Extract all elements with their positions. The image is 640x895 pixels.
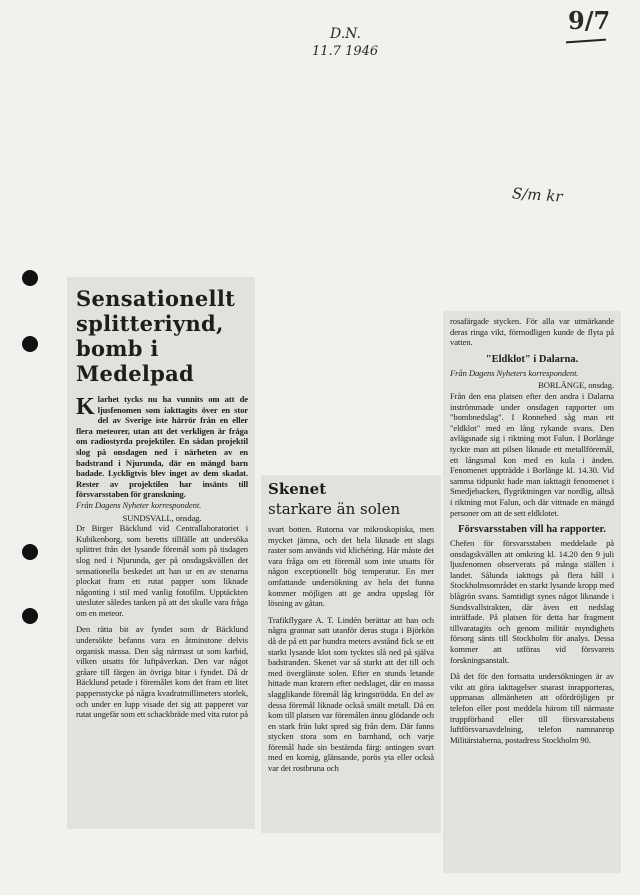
headline-line: Sensationellt	[76, 286, 236, 311]
body-paragraph: svart botten. Rutorna var mikroskopiska, men mycket jämna, och det hela liknade ett slags raster som används vid klichéring. Här måste det vara fråga om ett föremål som inte utsatts för någon exceptionellt hög temperatur. En mer omfattande undersökning av hela det funna kommer möjligen att ge andra uppslag för lösning av gåtan.	[268, 524, 434, 609]
body-paragraph	[76, 513, 248, 619]
handwritten-stamp: D.N.	[330, 26, 361, 42]
section-heading: "Eldklot" i Dalarna.	[485, 353, 579, 365]
body-paragraph: Den rätta bit av fyndet som dr Bäcklund undersökte befanns vara en åtminstone delvis organisk massa. Den såg närmast ut som karbid, vilken utsatts för luftpåverkan. Den var något gråare till färgen än övriga bitar i fyndet. Då dr Bäcklund petade i föremålet kom det fram ett litet pappersstycke på några kvadratmillimeters storlek, och under en lupp visade det sig att papperet var rutat ungefär som ett schackbräde med vita rutor på	[76, 624, 248, 720]
headline-line: splitteriynd,	[76, 311, 224, 336]
clipping-column-1	[68, 278, 254, 828]
dateline: BORLÄNGE, onsdag.	[538, 380, 614, 391]
clipping-column-3	[444, 312, 620, 872]
body-paragraph	[450, 380, 614, 518]
section-heading: Försvarsstaben vill ha rapporter.	[458, 524, 606, 536]
lead-text: larhet tycks nu ha vunnits om att de ljusfenomen som iakttagits över en stor del av Sverige iste härrör från en eller flera meteorer, utan att det verkligen är fråga om radiostyrda projektiler. En sådan projektil slog på onsdagen ned i närheten av en badstrand i Njurunda, där en mängd barn badade. Lyckligtvis blev inget av dem skadat. Rester av projektilen har insänts till försvarsstaben för granskning.	[76, 394, 248, 500]
punch-hole	[22, 544, 38, 560]
drop-cap: K	[76, 394, 95, 420]
handwritten-page-ref: 9/7	[568, 6, 611, 35]
headline-line: bomb i Medelpad	[76, 336, 195, 386]
sub-headline-2: starkare än solen	[268, 500, 401, 518]
byline: Från Dagens Nyheter korrespondent.	[76, 499, 202, 510]
body-paragraph: Trafikflygare A. T. Lindén berättar att han och några grannar satt utanför deras stuga i Björkön då de på ett par hundra meters avstånd fick se ett starkt lysande klot som tycktes slå ned på själva badstranden. Skenet var så starkt att det till och med överglänste solen. Efter en stunds letande hittade man kratern efter nedslaget, där en massa slagglikande föremål låg kringströdda. En del av dessa föremål liknade också smält metall. Då en kom till platsen var föremålen ännu glödande och en stark frän lukt spred sig från dem. Där fanns stycken stora som en barnhand, och varje föremål hade sin bestämda färg: antingen svart med en kornig, glänsande, porös yta eller också var det rostbruna och	[268, 614, 434, 774]
punch-hole	[22, 608, 38, 624]
body-paragraph: rosafärgade stycken. För alla var utmärkande deras ringa vikt, förmodligen kunde de flyta på vatten.	[450, 316, 614, 348]
body-paragraph: Då det för den fortsatta undersökningen är av vikt att göra iakttagelser snarast inrapporteras, uppmanas allmänheten att ofördröjligen pr telefon eller post meddela härom till närmaste truppförband eller till försvarsstabens luftförsvarsavdelning, telefon namnanrop Militärstaberna, postadress Stockholm 90.	[450, 671, 614, 745]
clipping-column-2	[262, 476, 440, 832]
lead-paragraph	[76, 394, 248, 500]
sub-headline: Skenet	[268, 480, 327, 498]
body-text: Från den ena platsen efter den andra i Dalarna inströmmade under onsdagen rapporter om "bombnedslag". I Ronnehed såg man ett "eldklot" med en lång rykande svans. Den avlägsnade sig i riktning mot Falun. I Borlänge tyckte man att pilsen liknade ett metallföremål, ett långsmal kon med en kula i änden. Fenomenet uppträdde i Borlänge kl. 14.30. Vid samma tidpunkt hade man iakttagit fenomenet i Smedjebacken, flygriktningen var nordlig, alltså i riktning mot Falun, och där vittnade en mängd personer om att de sett eldklotet.	[450, 390, 614, 518]
body-paragraph: Chefen för försvarsstaben meddelade på onsdagskvällen att omkring kl. 14.20 den 9 juli ljusfenomen observerats på många ställen i landet. Sålunda iakttogs på flera håll i Stockholmsområdet en starkt lysande kropp med blågrön svans. Samtidigt synes något liknande i Sundsvallstrakten, där även ett nedslag inträffade. På platsen för detta har fragment tillvaratagits och genom militär myndighets försorg sänts till Stockholm för analys. Dessa kommer att utföras vid försvarets forskningsanstalt.	[450, 538, 614, 665]
handwritten-initials: S/m kr	[511, 184, 564, 206]
main-headline	[76, 286, 248, 386]
punch-hole	[22, 270, 38, 286]
dateline: SUNDSVALL, onsdag.	[122, 512, 202, 523]
body-text: Dr Birger Bäcklund vid Centrallaboratoriet i Kubikenborg, som beretts tillfälle att undersöka splittret från det lysande föremål som på tisdagen slog ned i Njurunda, ger på onsdagskvällen det sensationella beskedet att han ur en av stenarna plockat fram ett rutat papper som liknade någonting i stil med vanlig fotofilm. Upptäckten utesluter således tanken på att det skulle vara fråga om en meteor.	[76, 523, 248, 618]
handwritten-date: 11.7 1946	[312, 44, 379, 59]
punch-hole	[22, 336, 38, 352]
byline: Från Dagens Nyheters korrespondent.	[450, 367, 579, 378]
